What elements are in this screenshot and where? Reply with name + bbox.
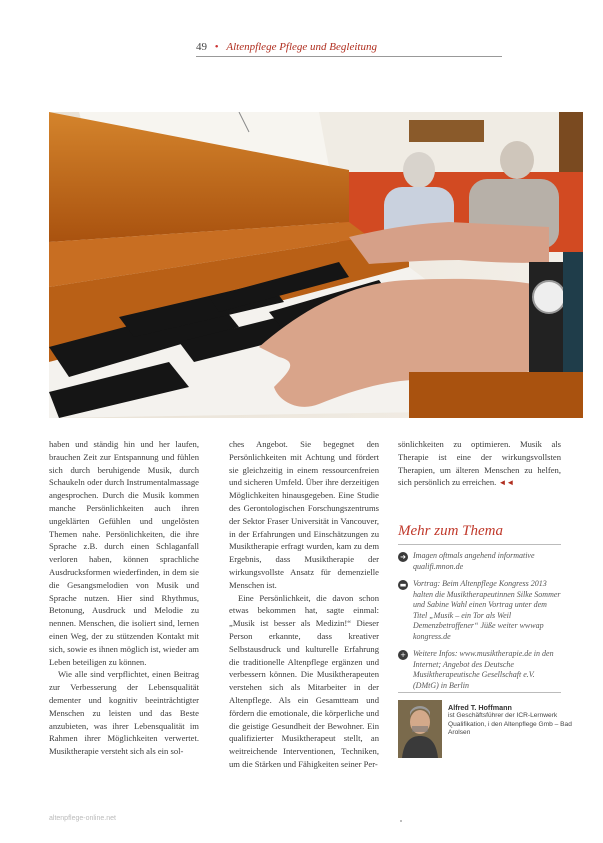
paragraph: Wie alle sind verpflichtet, einen Beitrag zur Verbesserung der Lebensqualität dementer und kognitiv beeinträchtigter Menschen zu leisten und das Beste anzubieten, was ihrer Lebensqualität im Rahmen ihrer Möglichkeiten verwertet. Musiktherapie versteht sich als ein sol-	[49, 669, 199, 757]
paragraph: ches Angebot. Sie begegnet den Persönlichkeiten mit Achtung und fördert sie gleichzeitig in einem ressourcenfreien und sicheren Umfeld. Über ihre derzeitigen Möglichkeiten hinausgegeben. Eine Studie des Gerontologischen Forschungszentrums der Sektor Fraser Universität in Vancouver, in der Erfahrungen und Einschätzungen zu Musiktherapie erfragt wurden, kam zu dem Ergebnis, dass Musiktherapie der wirkungsvollste Ansatz für demenzielle Menschen ist.	[229, 439, 379, 590]
author-photo	[398, 700, 442, 758]
calendar-icon: ▬	[399, 581, 407, 589]
text-column-2	[229, 438, 379, 771]
section-title: Altenpflege Pflege und Begleitung	[226, 41, 377, 53]
list-item[interactable]	[398, 649, 561, 691]
list-item-text: Weitere Infos: www.musiktherapie.de in den Internet; Angebot des Deutsche Musiktherapeutische Gesellschaft e.V. (DMtG) in Berlin	[413, 649, 554, 690]
arrow-icon: ➜	[398, 552, 408, 562]
list-item[interactable]	[398, 579, 561, 642]
list-item-text: Imagen oftmals angehend informative qualifi.mnon.de	[413, 551, 535, 571]
running-header	[196, 41, 377, 53]
end-mark: ◄◄	[498, 478, 515, 488]
author-name: Alfred T. Hoffmann	[448, 703, 512, 712]
footer-url: altenpflege-online.net	[49, 815, 116, 822]
paragraph: haben und ständig hin und her laufen, brauchen Zeit zur Entspannung und fühlen sich durch beruhigende Musik, durch Schaukeln oder durch Instrumentalmassage angesprochen. Durch die Musik kommen manche Persönlichkeiten auch ihren ungeklärten Gefühlen und ungelösten Themen nahe. Persönlichkeiten, die ihre Sprache z.B. durch einen Schlaganfall verloren haben, können sprachliche Ausdrucksformen wiederfinden, in dem sie die Gesangsmelodien von Musik und Sprache nutzen. Hier sind Rhythmus, Betonung, Ausdruck und Melodie zu nennen. Menschen, die isoliert sind, lernen einen Weg, der zu stützenden Kontakt mit sich, sowie es ihnen möglich ist, wieder am Leben beteiligen zu können.	[49, 439, 199, 667]
more-on-topic-box	[398, 522, 561, 698]
plus-icon: +	[398, 650, 408, 660]
divider	[398, 692, 561, 693]
text-column-3	[398, 438, 561, 490]
paragraph: Eine Persönlichkeit, die davon schon etwas bekommen hat, sagte einmal: „Musik ist besser als Medizin!“ Dieser Person erkannte, dass kreativer Selbstausdruck und kulturelle Erfahrung die traditionelle Altenpflege ergänzen und verbessern können. Die Musiktherapeuten verstehen sich als Mitarbeiter in der Altenpflege. Als ein Gesamtteam und fördern die emotionale, die körperliche und die geistige Gesundheit der Bewohner. Ein qualifizierter Musiktherapeut stellt, an weitreichende Interventionen, Techniken, um die Stärken und Fähigkeiten seiner Per-	[229, 592, 379, 769]
divider	[398, 544, 561, 545]
author-info	[448, 704, 573, 738]
paragraph	[398, 438, 561, 490]
more-on-topic-title: Mehr zum Thema	[398, 523, 503, 539]
header-rule	[196, 56, 502, 57]
list-item-text: Vortrag: Beim Altenpflege Kongress 2013 halten die Musiktherapeutinnen Silke Sommer und Sabine Wahl einen Vortrag unter dem Titel „Musik – ein Tor als Weil Demenzbetroffener“ Jüße weiter wwwap kongress.de	[413, 579, 561, 641]
text-column-1	[49, 438, 199, 758]
paragraph-text: sönlichkeiten zu optimieren. Musik als Therapie ist eine der wirkungsvollsten Therapien, um älteren Menschen zu helfen, sich persönlich zu erreichen.	[398, 439, 561, 488]
page-number: 49	[196, 41, 207, 53]
author-bio: ist Geschäftsführer der ICR-Lernwerk Qualifikation, i den Altenpflege Gmb – Bad Arolsen	[448, 712, 572, 737]
piano-photo	[49, 112, 583, 418]
header-separator: •	[214, 41, 219, 53]
footer-dot	[400, 820, 402, 822]
list-item[interactable]	[398, 551, 561, 572]
